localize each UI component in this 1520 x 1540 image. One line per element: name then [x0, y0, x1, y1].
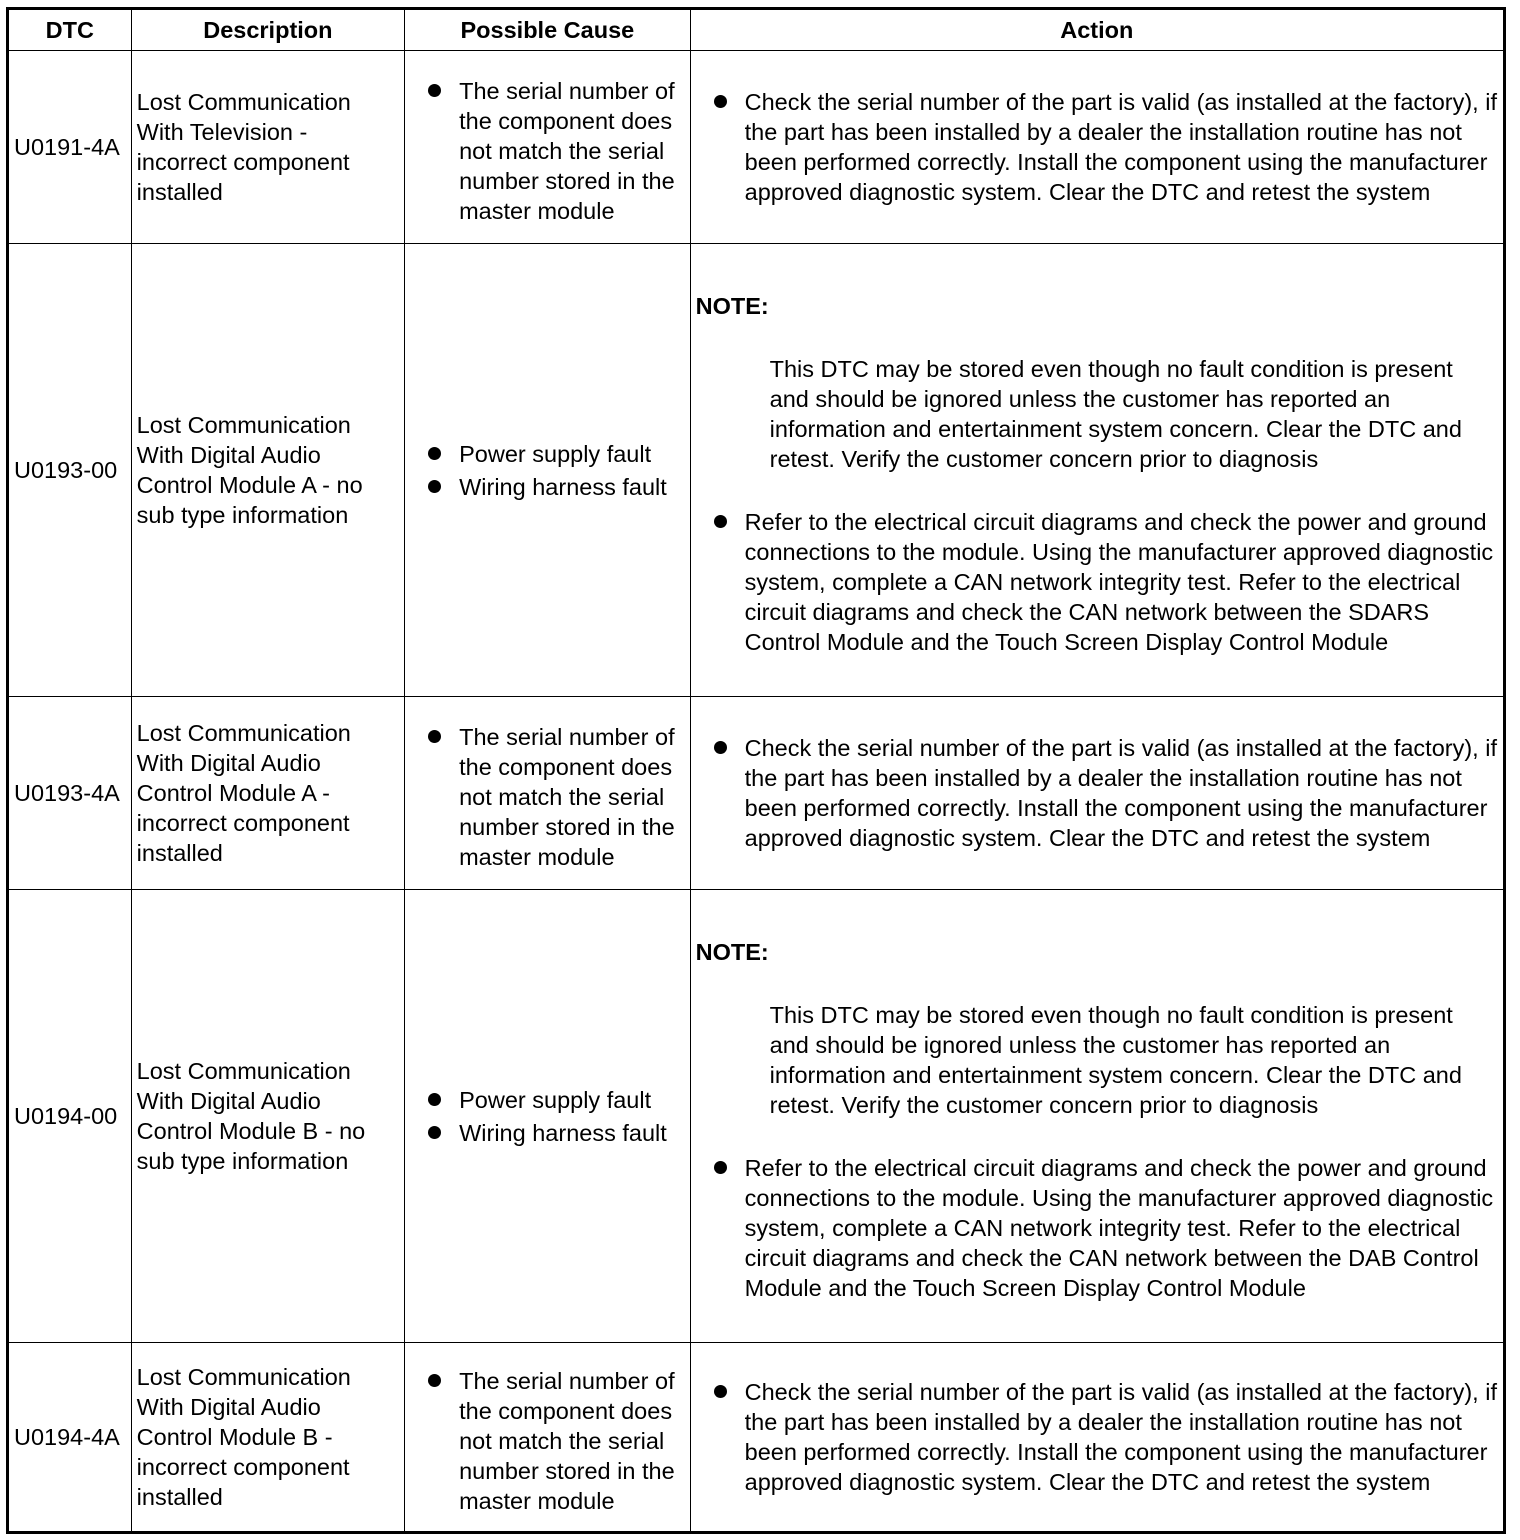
action-text: Check the serial number of the part is valid (as installed at the factory), if the part has been installed by a dealer the installation routine has not been performed correctly. Install the component using the manufacturer approved diagnostic system. Clear the DTC and retest the system — [744, 735, 1497, 851]
header-description: Description — [131, 9, 404, 51]
cause-item — [410, 1366, 685, 1516]
cause-cell — [405, 1343, 691, 1533]
bullet-icon — [428, 730, 441, 743]
cause-cell — [405, 697, 691, 890]
header-row — [8, 9, 1505, 51]
dtc-code: U0194-4A — [8, 1343, 132, 1533]
table-row — [8, 890, 1505, 1343]
cause-cell — [405, 244, 691, 697]
cause-text: Power supply fault — [459, 1086, 652, 1113]
bullet-icon — [428, 1126, 441, 1139]
bullet-icon — [428, 84, 441, 97]
action-text: Refer to the electrical circuit diagrams and check the power and ground connections to the module. Using the manufacturer approved diagnostic system, complete a CAN network integrity test. Refer to the electrical circuit diagrams and check the CAN network between the SDARS Control Module and the Touch Screen Display Control Module — [744, 509, 1494, 655]
bullet-icon — [714, 1385, 727, 1398]
cause-item — [410, 439, 685, 469]
dtc-table — [6, 7, 1506, 1534]
cause-text: The serial number of the component does not match the serial number stored in the master module — [459, 723, 675, 870]
bullet-icon — [428, 447, 441, 460]
action-cell — [690, 697, 1504, 890]
header-action: Action — [690, 9, 1504, 51]
description-cell: Lost Communication With Digital Audio Control Module A - no sub type information — [131, 244, 404, 697]
cause-text: The serial number of the component does not match the serial number stored in the master module — [459, 77, 675, 224]
note-text: This DTC may be stored even though no fault condition is present and should be ignored unless the customer has reported an information and entertainment system concern. Clear the DTC and retest. Verify the customer concern prior to diagnosis — [769, 356, 1462, 472]
action-cell — [690, 244, 1504, 697]
note-text: This DTC may be stored even though no fault condition is present and should be ignored unless the customer has reported an information and entertainment system concern. Clear the DTC and retest. Verify the customer concern prior to diagnosis — [769, 1002, 1462, 1118]
description-cell: Lost Communication With Digital Audio Control Module A - incorrect component installed — [131, 697, 404, 890]
note-label: NOTE: — [695, 293, 769, 319]
table-row — [8, 51, 1505, 244]
bullet-icon — [428, 480, 441, 493]
cause-item — [410, 722, 685, 872]
header-dtc: DTC — [8, 9, 132, 51]
cause-item — [410, 76, 685, 226]
action-item — [696, 507, 1498, 657]
bullet-icon — [714, 95, 727, 108]
cause-item — [410, 1085, 685, 1115]
cause-item — [410, 472, 685, 502]
note-label: NOTE: — [695, 939, 769, 965]
action-cell — [690, 1343, 1504, 1533]
action-item — [696, 733, 1498, 853]
cause-cell — [405, 51, 691, 244]
table-row — [8, 697, 1505, 890]
cause-cell — [405, 890, 691, 1343]
description-cell: Lost Communication With Digital Audio Control Module B - no sub type information — [131, 890, 404, 1343]
action-cell — [690, 890, 1504, 1343]
action-text: Refer to the electrical circuit diagrams and check the power and ground connections to the module. Using the manufacturer approved diagnostic system, complete a CAN network integrity test. Refer to the electrical circuit diagrams and check the CAN network between the DAB Control Module and the Touch Screen Display Control Module — [744, 1155, 1494, 1301]
action-item — [696, 1153, 1498, 1303]
dtc-code: U0194-00 — [8, 890, 132, 1343]
cause-text: The serial number of the component does not match the serial number stored in the master module — [459, 1367, 675, 1514]
cause-text: Wiring harness fault — [459, 473, 667, 500]
dtc-code: U0191-4A — [8, 51, 132, 244]
dtc-code: U0193-4A — [8, 697, 132, 890]
table-row — [8, 244, 1505, 697]
action-text: Check the serial number of the part is valid (as installed at the factory), if the part has been installed by a dealer the installation routine has not been performed correctly. Install the component using the manufacturer approved diagnostic system. Clear the DTC and retest the system — [744, 1379, 1497, 1495]
action-item — [696, 87, 1498, 207]
action-cell — [690, 51, 1504, 244]
bullet-icon — [714, 1161, 727, 1174]
action-text: Check the serial number of the part is valid (as installed at the factory), if the part has been installed by a dealer the installation routine has not been performed correctly. Install the component using the manufacturer approved diagnostic system. Clear the DTC and retest the system — [744, 89, 1497, 205]
dtc-code: U0193-00 — [8, 244, 132, 697]
cause-text: Wiring harness fault — [459, 1119, 667, 1146]
table-row — [8, 1343, 1505, 1533]
description-cell: Lost Communication With Television - incorrect component installed — [131, 51, 404, 244]
bullet-icon — [428, 1093, 441, 1106]
description-cell: Lost Communication With Digital Audio Control Module B - incorrect component installed — [131, 1343, 404, 1533]
header-possible-cause: Possible Cause — [405, 9, 691, 51]
bullet-icon — [428, 1374, 441, 1387]
bullet-icon — [714, 741, 727, 754]
cause-text: Power supply fault — [459, 440, 652, 467]
action-item — [696, 1377, 1498, 1497]
cause-item — [410, 1118, 685, 1148]
bullet-icon — [714, 515, 727, 528]
